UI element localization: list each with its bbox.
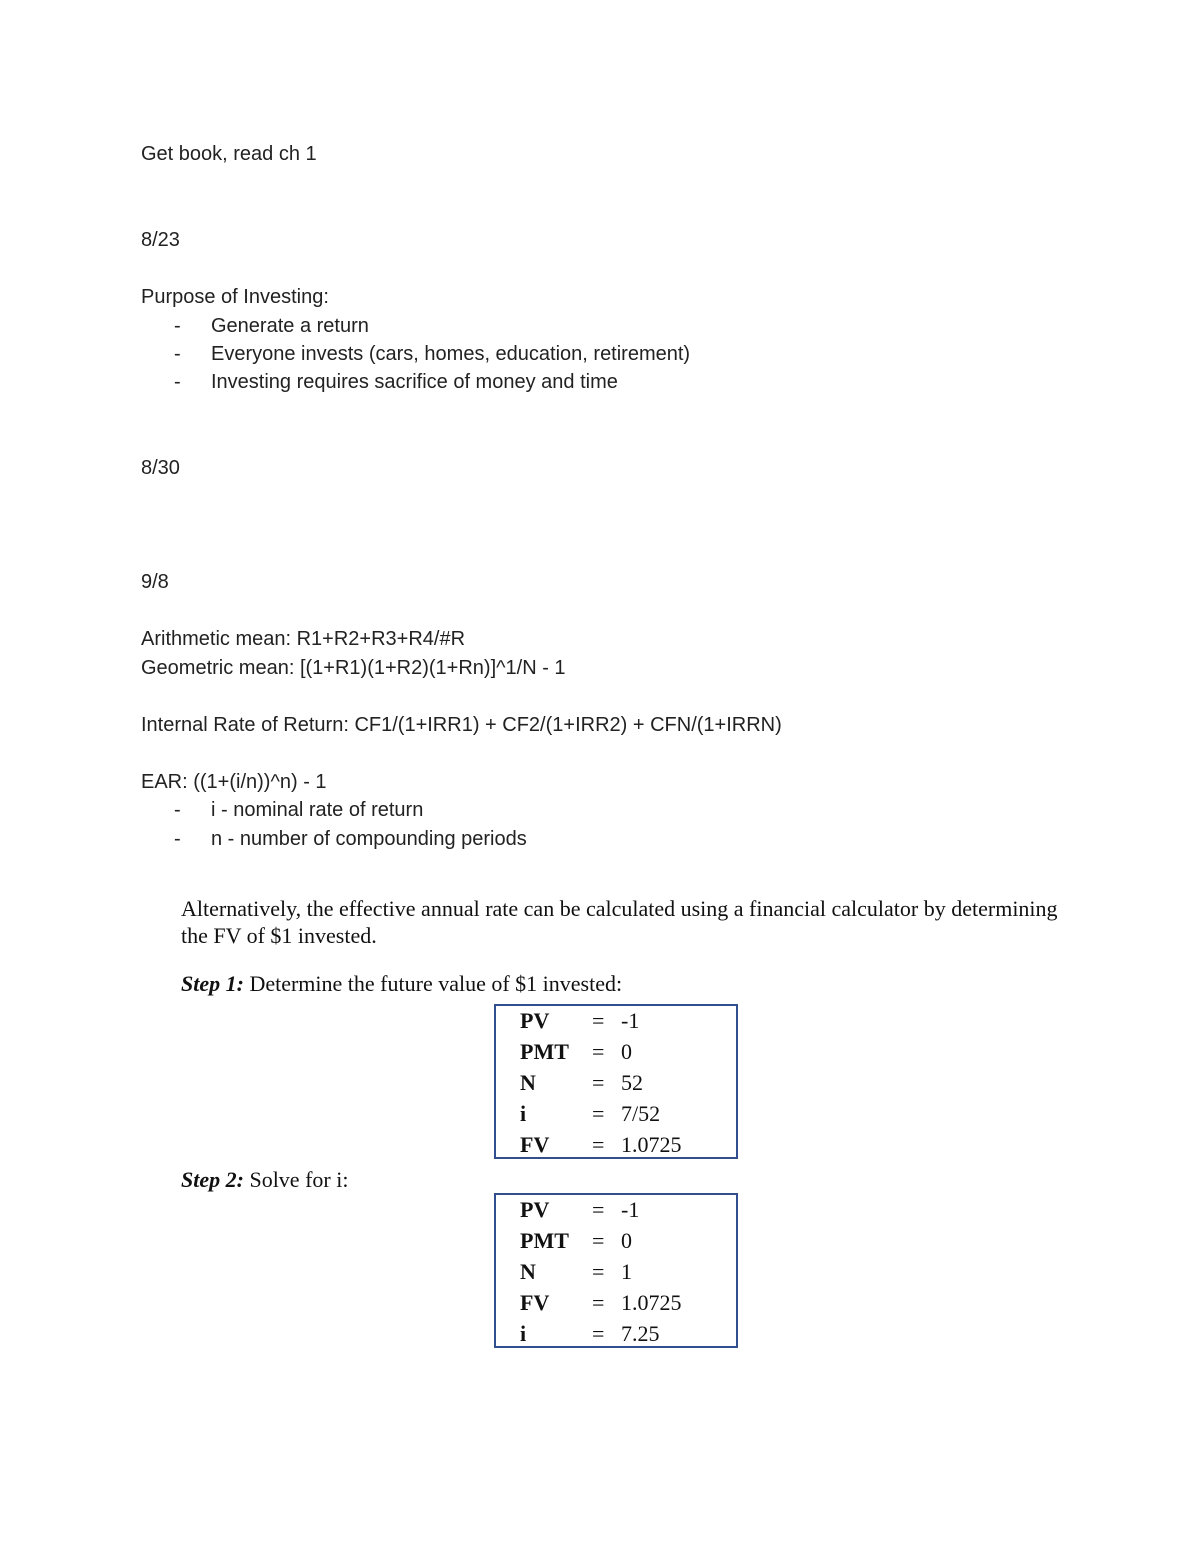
calc-row [496,1067,736,1098]
calc-key: N [520,1259,536,1284]
calc-key: PMT [520,1228,569,1253]
purpose-bullet: Everyone invests (cars, homes, education, retirement) [211,343,691,365]
calc-value: 1.0725 [621,1132,682,1157]
calc-value: 1 [621,1259,632,1284]
date-heading: 8/30 [141,457,180,479]
calc-row [496,1036,736,1067]
calc-row [496,1256,736,1287]
calc-key: i [520,1101,527,1126]
intro-note: Get book, read ch 1 [141,143,317,165]
calc-row [496,1287,736,1318]
calc-row [496,1098,736,1129]
equals-sign: = [592,1259,605,1284]
calc-value: -1 [621,1197,640,1222]
purpose-heading: Purpose of Investing: [141,286,329,308]
equals-sign: = [592,1228,605,1253]
calc-key: i [520,1321,527,1346]
irr-formula: Internal Rate of Return: CF1/(1+IRR1) + CF2/(1+IRR2) + CFN/(1+IRRN) [141,714,782,736]
step-1-text: Determine the future value of $1 invested: [243,971,623,996]
calc-value: 7.25 [621,1321,660,1346]
bullet-marker: - [174,371,181,393]
calculator-box-step-2 [494,1193,738,1348]
ear-bullet: i - nominal rate of return [211,799,424,821]
geometric-mean-formula: Geometric mean: [(1+R1)(1+R2)(1+Rn)]^1/N - 1 [141,657,566,679]
equals-sign: = [592,1070,605,1095]
bullet-marker: - [174,828,181,850]
calc-value: 0 [621,1228,632,1253]
calc-key: PV [520,1197,550,1222]
step-1-heading [181,970,622,997]
bullet-marker: - [174,799,181,821]
purpose-bullet: Generate a return [211,315,369,337]
date-heading: 8/23 [141,229,180,251]
purpose-bullet: Investing requires sacrifice of money and time [211,371,618,393]
calc-row [496,1225,736,1256]
calc-row [496,1318,736,1349]
calc-row [496,1129,736,1160]
bullet-marker: - [174,315,181,337]
step-2-label: Step 2: [181,1167,244,1192]
arithmetic-mean-formula: Arithmetic mean: R1+R2+R3+R4/#R [141,628,466,650]
step-2-text: Solve for i: [243,1167,349,1192]
equals-sign: = [592,1101,605,1126]
date-heading: 9/8 [141,571,169,593]
ear-formula: EAR: ((1+(i/n))^n) - 1 [141,771,327,793]
calc-value: -1 [621,1008,640,1033]
calc-key: FV [520,1290,550,1315]
calc-value: 0 [621,1039,632,1064]
calc-key: N [520,1070,536,1095]
equals-sign: = [592,1132,605,1157]
bullet-marker: - [174,343,181,365]
calc-value: 52 [621,1070,643,1095]
equals-sign: = [592,1321,605,1346]
calc-key: FV [520,1132,550,1157]
step-1-label: Step 1: [181,971,244,996]
equals-sign: = [592,1008,605,1033]
equals-sign: = [592,1197,605,1222]
calculator-box-step-1 [494,1004,738,1159]
calc-value: 1.0725 [621,1290,682,1315]
equals-sign: = [592,1290,605,1315]
excerpt-paragraph: Alternatively, the effective annual rate can be calculated using a financial calculator by determining the FV of $1 invested. [181,896,1058,948]
step-2-heading [181,1166,348,1193]
calc-value: 7/52 [621,1101,661,1126]
calc-key: PV [520,1008,550,1033]
calc-row [496,1194,736,1225]
calc-key: PMT [520,1039,569,1064]
calc-row [496,1005,736,1036]
equals-sign: = [592,1039,605,1064]
ear-bullet: n - number of compounding periods [211,828,527,850]
